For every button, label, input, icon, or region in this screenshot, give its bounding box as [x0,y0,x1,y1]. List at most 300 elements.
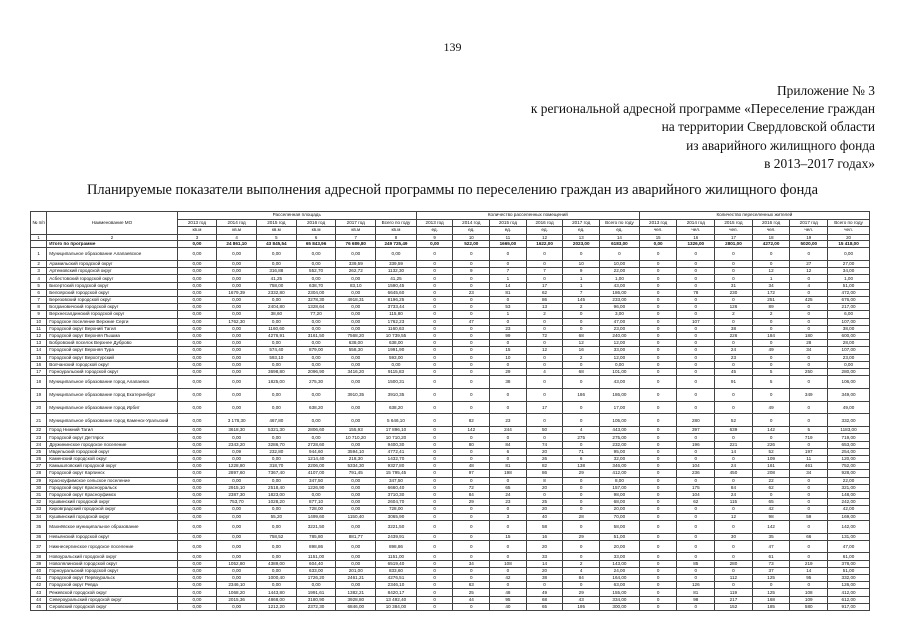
value-cell: 0,00 [257,567,297,574]
value-cell: 0 [526,491,563,498]
row-number: 29 [31,477,47,484]
value-cell: 15 418,00 [828,241,870,248]
value-cell: 34 [453,560,490,567]
value-cell: 0 [790,376,828,389]
row-number: 31 [31,491,47,498]
value-cell: 0 [639,596,677,603]
value-cell: 0 [639,463,677,470]
value-cell: 472,00 [828,289,870,296]
value-cell: 8 [526,477,563,484]
value-cell: 186,00 [600,289,640,296]
value-cell: 91 [715,376,753,389]
value-cell: 96,00 [600,304,640,311]
table-row [31,325,870,332]
value-cell: 0 [453,520,490,533]
value-cell: 112 [715,575,753,582]
value-cell: 29 [453,499,490,506]
value-cell: 1679,39 [217,289,257,296]
value-cell: 1183,00 [828,427,870,434]
value-cell: 23 [453,289,490,296]
value-cell: 339,59 [376,261,417,268]
value-cell: 0 [752,582,790,589]
value-cell: 7568,20 [336,332,376,339]
value-cell: 249 725,49 [376,241,417,248]
municipality-name: Горноуральский городской округ [47,567,177,574]
municipality-name: Город Нижний Тагил [47,427,177,434]
value-cell: 74 [526,441,563,448]
table-row [31,484,870,491]
value-cell: 0 [563,376,600,389]
appendix-line: к региональной адресной программе «Переселение граждан [530,101,875,117]
value-cell: 0 [715,361,753,368]
value-cell: 0 [416,603,453,610]
value-cell: 195 [563,603,600,610]
value-cell: 0 [677,575,715,582]
value-cell: 47 [453,318,490,325]
value-cell: 638,70 [296,282,336,289]
row-number: 41 [31,575,47,582]
row-number: 42 [31,582,47,589]
value-cell: 0,00 [336,582,376,589]
value-cell: 62 [677,499,715,506]
value-cell: 0,00 [257,388,297,401]
value-cell: 0 [752,354,790,361]
column-number: 14 [600,234,640,241]
row-number: 32 [31,499,47,506]
value-cell: 233,00 [600,297,640,304]
value-cell: 4918,31 [336,297,376,304]
municipality-name: Артемовский городской округ [47,268,177,275]
value-cell: 0,00 [336,484,376,491]
value-cell: 0 [416,484,453,491]
value-cell: 0,00 [296,248,336,261]
table-row [31,361,870,368]
value-cell: 22,00 [828,477,870,484]
value-cell: 37 [752,567,790,574]
value-cell: 0,00 [257,477,297,484]
value-cell: 425 [790,297,828,304]
value-cell: 0 [639,304,677,311]
value-cell: 2801,00 [715,241,753,248]
value-cell: 676,00 [828,297,870,304]
value-cell: 107 [677,318,715,325]
value-cell: 32,00 [600,456,640,463]
value-cell: 0 [677,354,715,361]
value-cell: 0,00 [177,448,217,455]
value-cell: 254,00 [828,448,870,455]
value-cell: 23,00 [828,354,870,361]
value-cell: 0,00 [177,311,217,318]
municipality-name: Городской округ Дегтярск [47,434,177,441]
value-cell: 0,00 [177,603,217,610]
row-number: 44 [31,596,47,603]
column-number: 19 [790,234,828,241]
value-cell: 0 [416,520,453,533]
value-cell: 0,00 [376,248,417,261]
table-row [31,448,870,455]
value-cell: 0,00 [217,376,257,389]
value-cell: 0 [453,340,490,347]
value-cell: 0,00 [177,463,217,470]
municipality-name: Богдановичский городской округ [47,304,177,311]
value-cell: 2439,91 [376,533,417,540]
value-cell: 30 [715,533,753,540]
value-cell: 0,00 [177,318,217,325]
value-cell: 47,00 [600,318,640,325]
value-cell: 0 [526,354,563,361]
table-row [31,332,870,339]
value-cell: 0 [677,275,715,282]
value-cell: 33 [526,553,563,560]
value-cell: 0 [416,567,453,574]
value-cell: 0 [639,297,677,304]
value-cell: 1726,20 [296,575,336,582]
municipality-name: Режевской городской округ [47,589,177,596]
value-cell: 0,00 [177,506,217,513]
value-cell: 84 [453,491,490,498]
value-cell: 0 [416,470,453,477]
value-cell: 51,00 [828,282,870,289]
value-cell: 115 [715,499,753,506]
value-cell: 34,00 [828,268,870,275]
value-cell: 0 [416,553,453,560]
value-cell: 12 [715,513,753,520]
value-cell: 0 [416,289,453,296]
value-cell: 5 646,10 [376,414,417,427]
header-year: 2013 год [177,219,217,227]
header-year: 2015 год [715,219,753,227]
value-cell: 0 [677,401,715,414]
value-cell: 65 [490,484,527,491]
value-cell: 0,00 [217,477,257,484]
column-number: 3 [177,234,217,241]
value-cell: 22 [752,477,790,484]
value-cell: 0 [639,311,677,318]
value-cell: 106,00 [828,376,870,389]
value-cell: 0 [639,560,677,567]
value-cell: 0,00 [177,388,217,401]
table-row [31,582,870,589]
value-cell: 0 [639,491,677,498]
value-cell: 0 [677,311,715,318]
value-cell: 0 [639,484,677,491]
value-cell: 0,00 [336,520,376,533]
value-cell: 0,00 [217,603,257,610]
value-cell: 12 [790,268,828,275]
table-row [31,603,870,610]
value-cell: 0,00 [217,304,257,311]
value-cell: 3180,90 [296,596,336,603]
value-cell: 14 [715,448,753,455]
header-year: 2015 год [490,219,527,227]
value-cell: 604,40 [296,560,336,567]
value-cell: 0,00 [336,553,376,560]
value-cell: 2372,30 [296,603,336,610]
value-cell: 0 [639,520,677,533]
value-cell: 0 [790,361,828,368]
value-cell: 0 [677,248,715,261]
value-cell: 13 [526,304,563,311]
program-indicators-table [30,211,870,611]
value-cell: 600,00 [828,332,870,339]
value-cell: 0 [790,248,828,261]
value-cell: 169,00 [828,513,870,520]
value-cell: 758,52 [257,533,297,540]
value-cell: 109 [752,456,790,463]
column-number: 9 [416,234,453,241]
value-cell: 81 [490,463,527,470]
value-cell: 0 [563,361,600,368]
table-row [31,275,870,282]
value-cell: 73 [752,560,790,567]
value-cell: 0,00 [336,401,376,414]
value-cell: 0 [677,477,715,484]
value-cell: 0 [526,414,563,427]
value-cell: 29 [563,589,600,596]
value-cell: 0 [453,297,490,304]
value-cell: 0,00 [177,376,217,389]
value-cell: 0 [677,603,715,610]
value-cell: 0 [677,540,715,553]
value-cell: 0,00 [217,506,257,513]
value-cell: 6,00 [828,311,870,318]
value-cell: 9115,83 [376,368,417,375]
value-cell: 0 [639,332,677,339]
value-cell: 4868,00 [257,596,297,603]
value-cell: 0,00 [177,261,217,268]
value-cell: 0,00 [296,354,336,361]
value-cell: 467,80 [257,414,297,427]
value-cell: 35 [752,533,790,540]
value-cell: 280 [677,414,715,427]
value-cell: 0 [563,401,600,414]
value-cell: 0 [790,325,828,332]
value-cell: 0,00 [296,325,336,332]
value-cell: 0 [453,248,490,261]
value-cell: 1328,64 [296,304,336,311]
row-number: 7 [31,297,47,304]
value-cell: 0 [752,318,790,325]
value-cell: 0 [677,520,715,533]
value-cell: 0,00 [177,513,217,520]
value-cell: 0 [639,261,677,268]
value-cell: 0 [490,456,527,463]
value-cell: 638,00 [376,340,417,347]
value-cell: 2346,10 [376,582,417,589]
value-cell: 17 [526,282,563,289]
municipality-name: Новоуральский городской округ [47,553,177,560]
value-cell: 0 [526,325,563,332]
municipality-name: Новолялинский городской округ [47,560,177,567]
value-cell: 0 [453,347,490,354]
value-cell: 0,00 [177,491,217,498]
municipality-name: Асбестовский городской округ [47,275,177,282]
value-cell: 0 [490,297,527,304]
value-cell: 0 [453,553,490,560]
value-cell: 226 [752,441,790,448]
value-cell: 218,30 [336,456,376,463]
value-cell: 1 [752,275,790,282]
value-cell: 0 [677,304,715,311]
value-cell: 126 [677,582,715,589]
value-cell: 0 [639,361,677,368]
value-cell: 0 [790,311,828,318]
value-cell: 81 [490,289,527,296]
value-cell: 0,00 [217,513,257,520]
value-cell: 0 [639,388,677,401]
value-cell: 38,00 [828,325,870,332]
value-cell: 0,00 [177,470,217,477]
value-cell: 12 [563,340,600,347]
table-row [31,463,870,470]
value-cell: 0,00 [177,520,217,533]
value-cell: 0,00 [177,589,217,596]
value-cell: 0 [715,520,753,533]
value-cell: 522,00 [453,241,490,248]
value-cell: 0 [715,506,753,513]
value-cell: 0 [639,282,677,289]
value-cell: 142 [752,520,790,533]
appendix-line: в 2013–2017 годах» [764,155,875,171]
value-cell: 9 [453,268,490,275]
value-cell: 142 [453,427,490,434]
value-cell: 0 [639,456,677,463]
municipality-name: Городской округ Красноуральск [47,484,177,491]
row-number: 37 [31,540,47,553]
value-cell: 753,70 [217,499,257,506]
value-cell: 318,70 [257,463,297,470]
value-cell: 51,00 [828,567,870,574]
appendix-line: из аварийного жилищного фонда [686,137,875,153]
page-number: 139 [443,40,462,54]
value-cell: 0 [677,533,715,540]
value-cell: 12 [752,268,790,275]
value-cell: 0 [563,441,600,448]
table-row [31,499,870,506]
value-cell: 3161,50 [296,332,336,339]
value-cell: 107,00 [828,318,870,325]
value-cell: 10,00 [600,261,640,268]
value-cell: 180 [790,332,828,339]
row-number: 18 [31,376,47,389]
table-row [31,540,870,553]
value-cell: 0 [639,567,677,574]
value-cell: 0,00 [296,491,336,498]
municipality-name: Серовский городской округ [47,603,177,610]
value-cell: 3910,35 [336,388,376,401]
value-cell: 33,00 [600,553,640,560]
table-row [31,297,870,304]
header-group-area: Расселенная площадь [177,212,416,220]
value-cell: 2518,40 [257,484,297,491]
value-cell: 0 [416,414,453,427]
value-cell: 0,00 [177,268,217,275]
row-number: 25 [31,448,47,455]
column-number: 18 [752,234,790,241]
table-row [31,268,870,275]
value-cell: 168 [752,596,790,603]
row-number [31,241,47,248]
table-row [31,513,870,520]
value-cell: 49 [752,401,790,414]
value-cell: 1590,45 [376,282,417,289]
value-cell: 280,00 [828,368,870,375]
value-cell: 639 [715,427,753,434]
value-cell: 0,00 [257,540,297,553]
value-cell: 4276,91 [257,332,297,339]
value-cell: 13 492,40 [376,596,417,603]
value-cell: 0 [490,361,527,368]
value-cell: 0 [715,388,753,401]
header-unit: чел. [828,227,870,235]
value-cell: 1432,70 [376,456,417,463]
municipality-name: Дружининское городское поселение [47,441,177,448]
value-cell: 10 710,20 [336,434,376,441]
value-cell: 23 [490,499,527,506]
value-cell: 332,00 [828,575,870,582]
value-cell: 0 [416,304,453,311]
table-row [31,456,870,463]
column-number: 4 [217,234,257,241]
municipality-name: Муниципальное образование город Екатеринбург [47,388,177,401]
value-cell: 0,00 [296,582,336,589]
value-cell: 2206,00 [296,463,336,470]
value-cell: 0 [453,448,490,455]
value-cell: 0 [677,448,715,455]
value-cell: 0,00 [217,297,257,304]
value-cell: 62 [752,484,790,491]
value-cell: 0 [416,434,453,441]
value-cell: 4 [790,282,828,289]
value-cell: 0 [526,361,563,368]
value-cell: 0 [677,456,715,463]
value-cell: 0,00 [296,275,336,282]
value-cell: 10 710,20 [376,434,417,441]
value-cell: 125 [752,589,790,596]
value-cell: 186 [563,388,600,401]
value-cell: 76 689,80 [336,241,376,248]
row-number: 36 [31,533,47,540]
value-cell: 41,25 [376,275,417,282]
column-number: 16 [677,234,715,241]
value-cell: 3,00 [600,311,640,318]
value-cell: 196 [677,441,715,448]
value-cell: 275,30 [296,376,336,389]
value-cell: 89 [752,304,790,311]
value-cell: 161 [752,463,790,470]
value-cell: 0,00 [177,575,217,582]
value-cell: 346,00 [600,463,640,470]
value-cell: 3733,44 [376,304,417,311]
value-cell: 1762,30 [217,318,257,325]
value-cell: 48 [453,463,490,470]
value-cell: 10 [563,261,600,268]
value-cell: 0 [490,540,527,553]
value-cell: 0 [416,318,453,325]
value-cell: 27 [790,261,828,268]
value-cell: 0 [600,248,640,261]
header-unit: ед. [563,227,600,235]
municipality-name: Городской округ Верхний Тагил [47,325,177,332]
value-cell: 0 [639,325,677,332]
municipality-name: Бобровский поселок Верхнее Дуброво [47,340,177,347]
column-number: 6 [296,234,336,241]
value-cell: 332,00 [828,414,870,427]
value-cell: 5 [752,376,790,389]
value-cell: 558,30 [336,347,376,354]
value-cell: 0 [715,401,753,414]
value-cell: 0,00 [217,553,257,560]
